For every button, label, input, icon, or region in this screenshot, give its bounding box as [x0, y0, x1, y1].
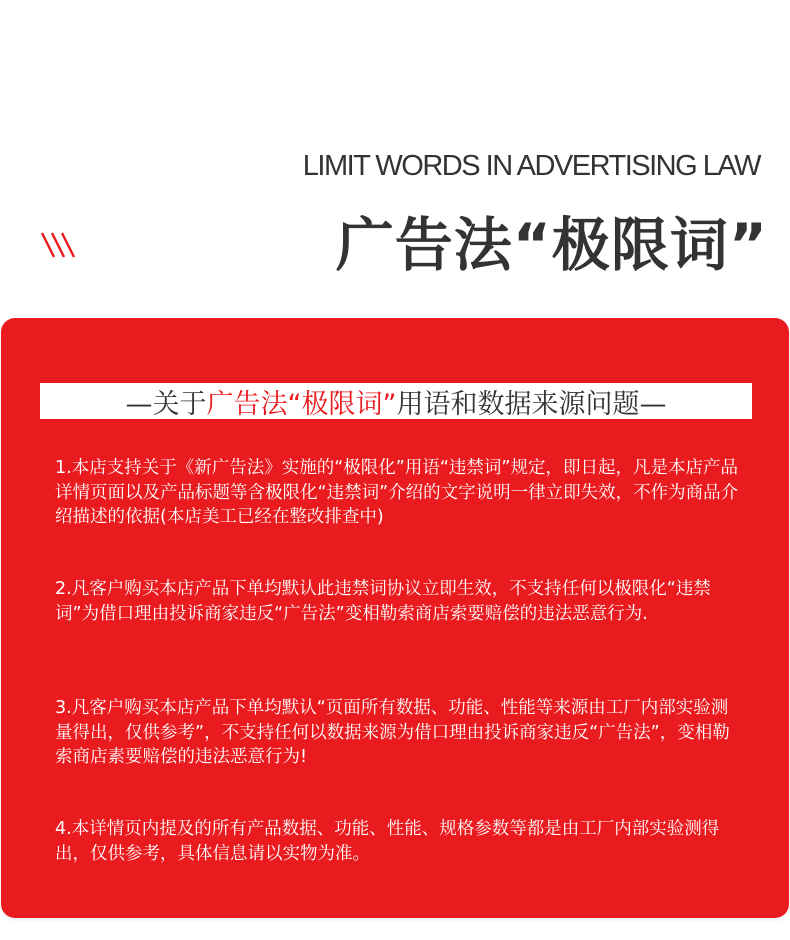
notice-item-1: 1.本店支持关于《新广告法》实施的“极限化”用语“违禁词”规定，即日起，凡是本店产品详情页面以及产品标题等含极限化“违禁词”介绍的文字说明一律立即失效，不作为商品介绍描述的依据(本店美工已经在整改排查中) — [55, 458, 739, 527]
triple-slash-icon — [40, 231, 80, 259]
notice-item-3: 3.凡客户购买本店产品下单均默认“页面所有数据、功能、性能等来源由工厂内部实验测量得出，仅供参考”，不支持任何以数据来源为借口理由投诉商家违反“广告法”，变相勒索商店素要赔偿的违法恶意行为! — [55, 698, 730, 767]
banner-prefix: —关于 — [125, 388, 207, 420]
banner-suffix: 用语和数据来源问题— — [396, 388, 667, 420]
notice-item-2: 2.凡客户购买本店产品下单均默认此违禁词协议立即生效，不支持任何以极限化“违禁词”为借口理由投诉商家违反“广告法”变相勒索商店索要赔偿的违法恶意行为. — [55, 579, 711, 624]
notice-item-4: 4.本详情页内提及的所有产品数据、功能、性能、规格参数等都是由工厂内部实验测得出，仅供参考，具体信息请以实物为准。 — [55, 819, 720, 864]
page-title: 广告法“极限词” — [335, 211, 768, 279]
subtitle-english: LIMIT WORDS IN ADVERTISING LAW — [302, 150, 760, 182]
header-area — [0, 0, 790, 320]
banner-highlight: 广告法“极限词” — [206, 388, 397, 420]
section-banner — [40, 383, 752, 419]
